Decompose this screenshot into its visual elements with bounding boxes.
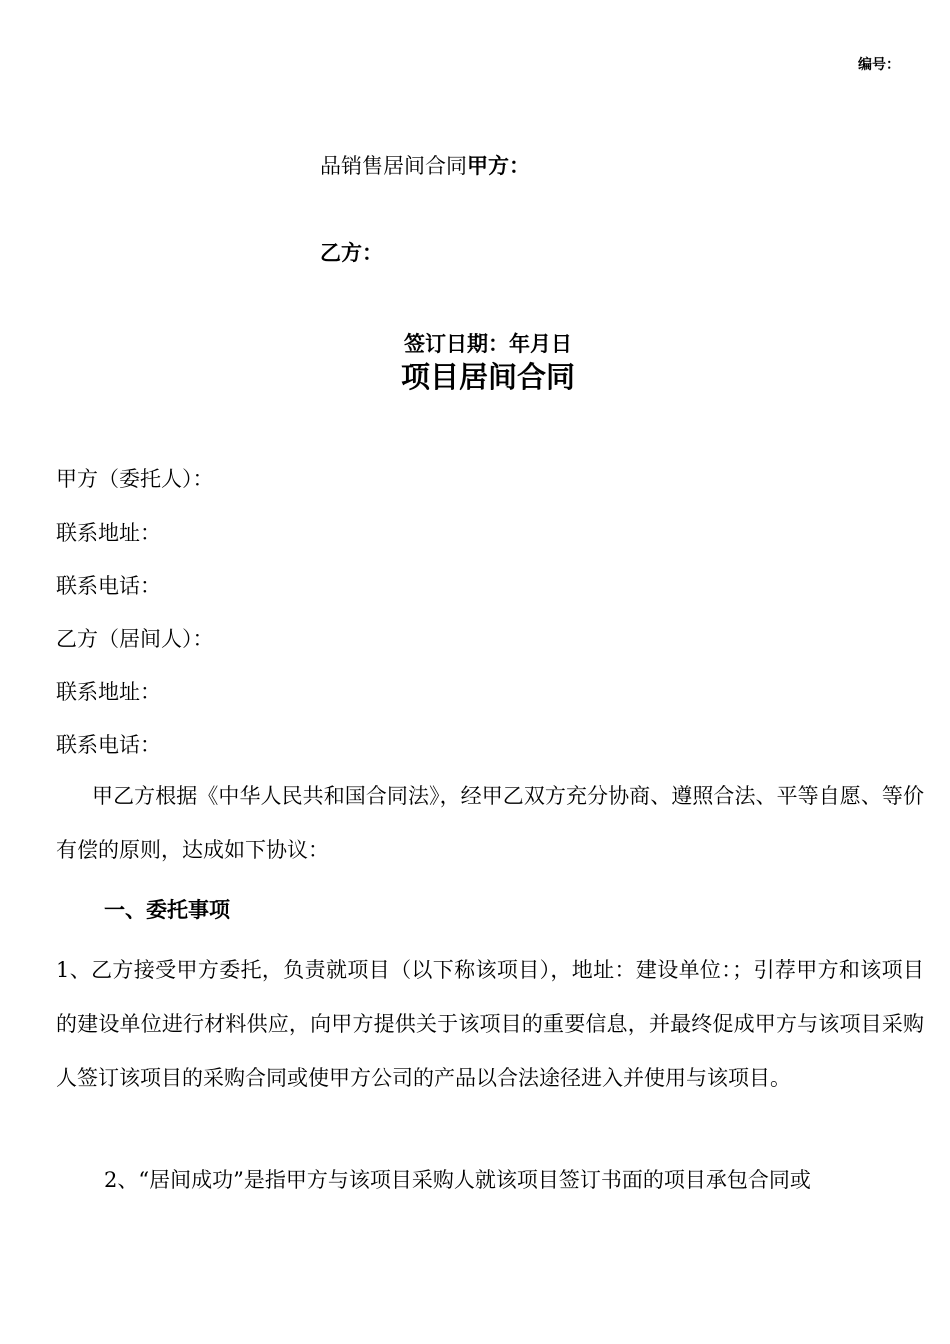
party-b-label: 乙方： xyxy=(320,241,383,265)
party-a-phone: 联系电话： xyxy=(56,574,161,598)
signing-date: 签订日期：年月日 xyxy=(404,332,572,356)
party-a-principal: 甲方（委托人）： xyxy=(56,467,214,491)
party-a-address: 联系地址： xyxy=(56,521,161,545)
cover-line-party-a xyxy=(320,150,530,180)
party-b-address: 联系地址： xyxy=(56,680,161,704)
document-number-label: 编号： xyxy=(858,57,900,73)
party-a-label: 甲方： xyxy=(467,154,530,178)
party-b-phone: 联系电话： xyxy=(56,733,161,757)
contract-title: 项目居间合同 xyxy=(400,360,575,394)
clause-2: 2、“居间成功”是指甲方与该项目采购人就该项目签订书面的项目承包合同或 xyxy=(104,1168,811,1192)
section-heading-entrusted-matters: 一、委托事项 xyxy=(104,898,230,922)
cover-title-fragment: 品销售居间合同 xyxy=(320,154,467,178)
intro-paragraph: 甲乙方根据《中华人民共和国合同法》，经甲乙双方充分协商、遵照合法、平等自愿、等价有偿的原则，达成如下协议： xyxy=(56,784,924,862)
clause-1: 1、乙方接受甲方委托，负责就项目（以下称该项目），地址：建设单位：；引荐甲方和该项目的建设单位进行材料供应，向甲方提供关于该项目的重要信息，并最终促成甲方与该项目采购人签订该项目的采购合同或使甲方公司的产品以合法途径进入并使用与该项目。 xyxy=(56,958,924,1090)
party-b-broker: 乙方（居间人）： xyxy=(56,627,214,651)
